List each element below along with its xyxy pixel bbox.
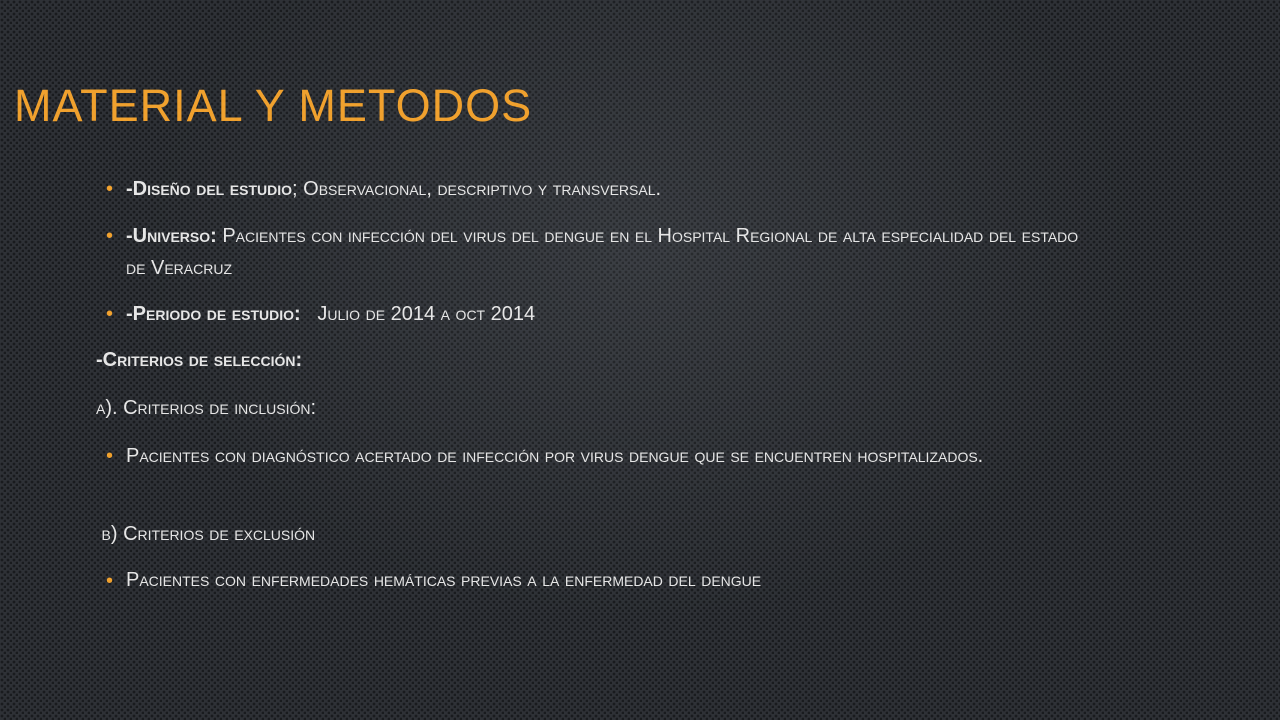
bullet-periodo — [126, 300, 535, 328]
bullet-dot: • — [106, 225, 114, 247]
periodo-mid: a oct — [435, 303, 491, 325]
bullet-dot: • — [106, 445, 114, 467]
bullet-dot: • — [106, 570, 114, 592]
bullet-universo — [126, 220, 1096, 284]
universo-value: Pacientes con infección del virus del dengue en el Hospital Regional de alta especialidad del estado de Veracruz — [126, 225, 1079, 279]
diseno-value: Observacional, descriptivo y transversal. — [303, 178, 662, 200]
periodo-year2: 2014 — [490, 303, 536, 325]
exclusion-heading: b) Criterios de exclusión — [96, 523, 316, 545]
inclusion-heading: a). Criterios de inclusión: — [96, 397, 317, 419]
bullet-dot: • — [106, 303, 114, 325]
universo-label: -Universo: — [126, 225, 217, 247]
periodo-year1: 2014 — [390, 303, 436, 325]
slide-title: MATERIAL Y METODOS — [14, 80, 533, 131]
criterios-heading: -Criterios de selección: — [96, 349, 303, 371]
inclusion-item: Pacientes con diagnóstico acertado de infección por virus dengue que se encuentren hospitalizados. — [126, 445, 984, 467]
diseno-sep: ; — [292, 178, 304, 200]
bullet-dot: • — [106, 178, 114, 200]
diseno-label: -Diseño del estudio — [126, 178, 293, 200]
periodo-value-prefix: Julio de — [300, 303, 391, 325]
periodo-label: -Periodo de estudio: — [126, 303, 301, 325]
bullet-diseno — [126, 175, 661, 203]
exclusion-item: Pacientes con enfermedades hemáticas previas a la enfermedad del dengue — [126, 569, 762, 591]
